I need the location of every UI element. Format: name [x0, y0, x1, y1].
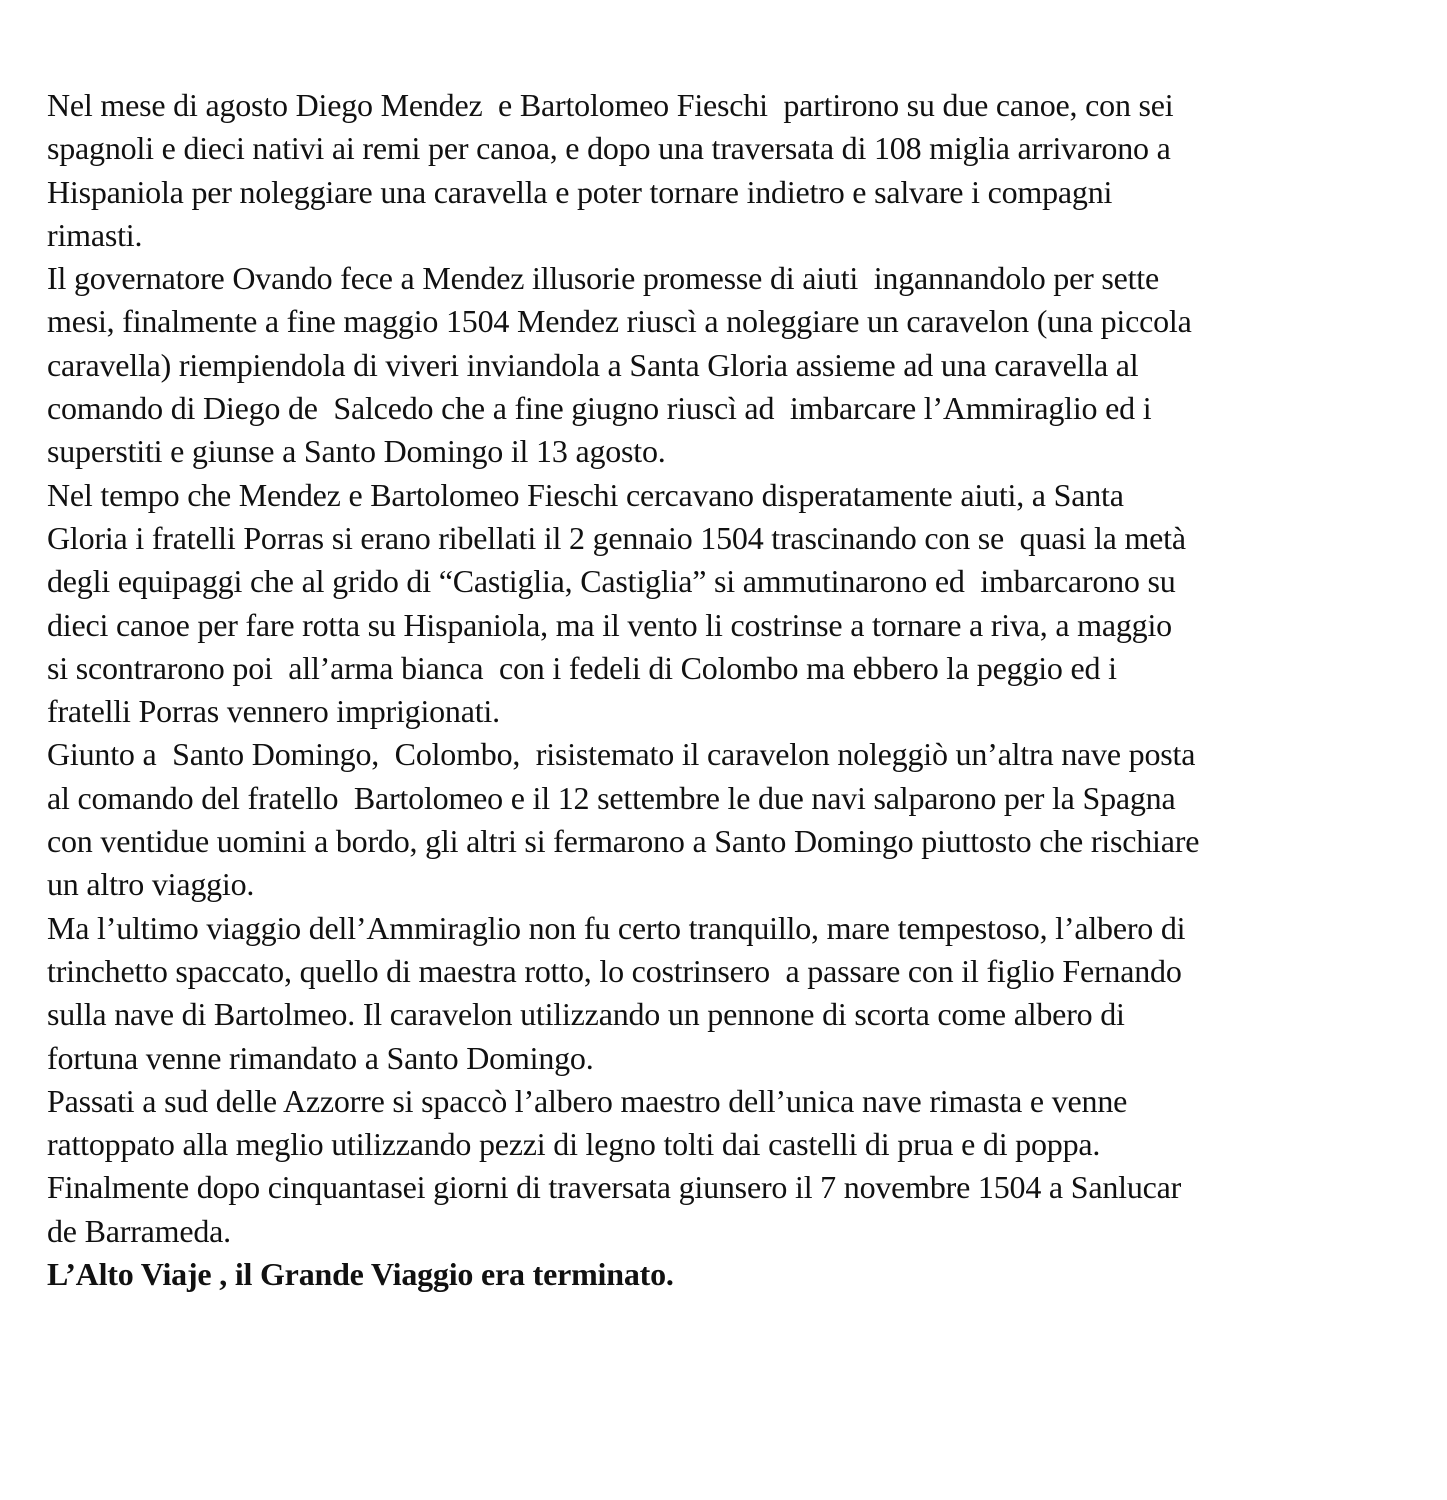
text-line: de Barrameda.: [47, 1212, 231, 1249]
text-line: degli equipaggi che al grido di “Castiglia, Castiglia” si ammutinarono ed imbarcarono su: [47, 563, 1176, 600]
text-line: Finalmente dopo cinquantasei giorni di traversata giunsero il 7 novembre 1504 a Sanlucar: [47, 1169, 1182, 1206]
text-line: con ventidue uomini a bordo, gli altri si fermarono a Santo Domingo piuttosto che rischiare: [47, 823, 1200, 860]
text-line: dieci canoe per fare rotta su Hispaniola, ma il vento li costrinse a tornare a riva, a maggio: [47, 606, 1172, 643]
text-line: spagnoli e dieci nativi ai remi per canoa, e dopo una traversata di 108 miglia arrivarono a: [47, 130, 1171, 167]
text-line: si scontrarono poi all’arma bianca con i fedeli di Colombo ma ebbero la peggio ed i: [47, 649, 1117, 686]
text-line: caravella) riempiendola di viveri inviandola a Santa Gloria assieme ad una caravella al: [47, 346, 1139, 383]
text-line: rimasti.: [47, 216, 143, 253]
text-line: rattoppato alla meglio utilizzando pezzi di legno tolti dai castelli di prua e di poppa.: [47, 1126, 1101, 1163]
text-line: Ma l’ultimo viaggio dell’Ammiraglio non fu certo tranquillo, mare tempestoso, l’albero di: [47, 909, 1186, 946]
text-line: al comando del fratello Bartolomeo e il 12 settembre le due navi salparono per la Spagna: [47, 779, 1176, 816]
text-line: fratelli Porras vennero imprigionati.: [47, 693, 500, 730]
text-line: Hispaniola per noleggiare una caravella e poter tornare indietro e salvare i compagni: [47, 173, 1113, 210]
text-line: un altro viaggio.: [47, 866, 255, 903]
text-line: Nel tempo che Mendez e Bartolomeo Fieschi cercavano disperatamente aiuti, a Santa: [47, 476, 1124, 513]
text-line: Passati a sud delle Azzorre si spaccò l’albero maestro dell’unica nave rimasta e venne: [47, 1082, 1128, 1119]
text-line: comando di Diego de Salcedo che a fine giugno riuscì ad imbarcare l’Ammiraglio ed i: [47, 390, 1152, 427]
document-body: [47, 84, 1427, 1296]
text-line: Gloria i fratelli Porras si erano ribellati il 2 gennaio 1504 trascinando con se quasi la metà: [47, 519, 1186, 556]
text-line: Il governatore Ovando fece a Mendez illusorie promesse di aiuti ingannandolo per sette: [47, 260, 1159, 297]
closing-line: L’Alto Viaje , il Grande Viaggio era terminato.: [47, 1256, 674, 1293]
text-line: trinchetto spaccato, quello di maestra rotto, lo costrinsero a passare con il figlio Fernando: [47, 952, 1182, 989]
text-line: sulla nave di Bartolmeo. Il caravelon utilizzando un pennone di scorta come albero di: [47, 996, 1125, 1033]
text-line: superstiti e giunse a Santo Domingo il 13 agosto.: [47, 433, 666, 470]
text-line: mesi, finalmente a fine maggio 1504 Mendez riuscì a noleggiare un caravelon (una piccola: [47, 303, 1192, 340]
text-line: Giunto a Santo Domingo, Colombo, risistemato il caravelon noleggiò un’altra nave posta: [47, 736, 1196, 773]
text-line: fortuna venne rimandato a Santo Domingo.: [47, 1039, 594, 1076]
text-line: Nel mese di agosto Diego Mendez e Bartolomeo Fieschi partirono su due canoe, con sei: [47, 87, 1174, 123]
